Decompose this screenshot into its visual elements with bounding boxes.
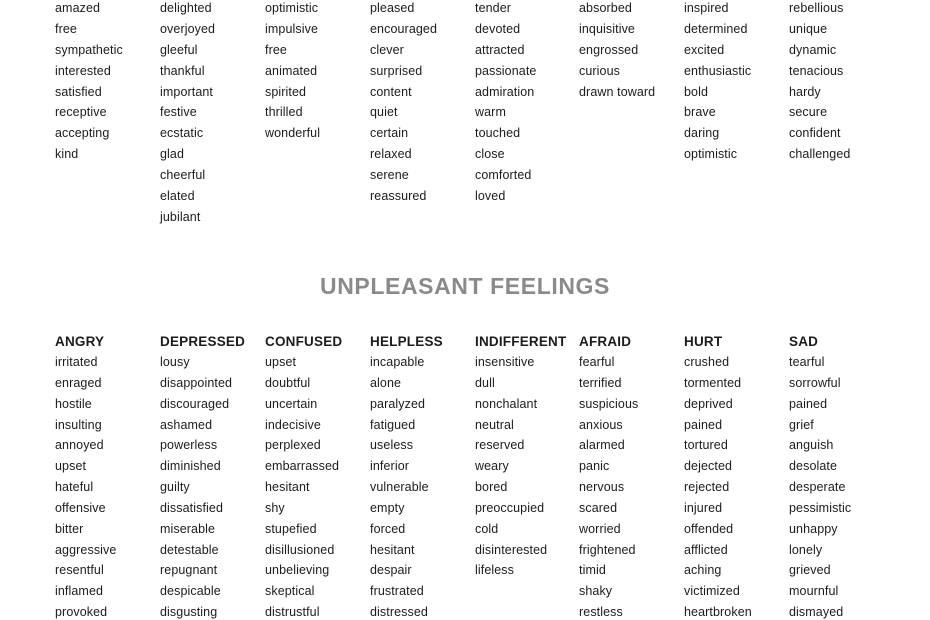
feeling-word: loved [475, 189, 506, 204]
feeling-word: provoked [55, 605, 108, 620]
feeling-word: dissatisfied [160, 500, 224, 515]
feeling-word: brave [684, 105, 716, 120]
feeling-word: touched [475, 126, 521, 141]
feeling-word: aching [684, 563, 722, 578]
feeling-word: offended [684, 521, 734, 536]
feeling-word: alone [370, 375, 402, 390]
feeling-word: comforted [475, 168, 532, 183]
unpleasant-column-depressed [160, 332, 245, 620]
feeling-word: disillusioned [265, 542, 335, 557]
feeling-word: shaky [579, 584, 613, 599]
feeling-word: hesitant [265, 480, 310, 495]
feeling-word: forced [370, 521, 406, 536]
feeling-word: accepting [55, 126, 110, 141]
feeling-word: pained [684, 417, 723, 432]
feeling-word: inspired [684, 1, 729, 15]
feeling-word: lonely [789, 542, 823, 557]
feeling-word: certain [370, 126, 409, 141]
feeling-word: sorrowful [789, 375, 841, 390]
feeling-word: inferior [370, 459, 410, 474]
feeling-word: worried [579, 521, 621, 536]
feeling-word: pessimistic [789, 500, 852, 515]
feeling-word: unhappy [789, 521, 838, 536]
feeling-word: pained [789, 396, 828, 411]
feeling-word: dynamic [789, 42, 837, 57]
feeling-word: clever [370, 42, 404, 57]
feeling-word: upset [55, 459, 87, 474]
feeling-word: lousy [160, 355, 190, 369]
feeling-word: content [370, 84, 412, 99]
feeling-word: powerless [160, 438, 218, 453]
feeling-word: incapable [370, 355, 425, 369]
feeling-word: timid [579, 563, 606, 578]
feeling-word: hostile [55, 396, 92, 411]
feeling-word: alarmed [579, 438, 625, 453]
feeling-word: amazed [55, 1, 101, 15]
unpleasant-column-afraid [579, 332, 638, 620]
feeling-word: suspicious [579, 396, 639, 411]
feeling-word: impulsive [265, 21, 318, 36]
feeling-word: fatigued [370, 417, 416, 432]
feeling-word-list [265, 352, 342, 620]
feeling-word: resentful [55, 563, 104, 578]
feeling-word: reassured [370, 189, 427, 204]
feeling-word: scared [579, 500, 618, 515]
feeling-word: inflamed [55, 584, 104, 599]
feeling-word: pleased [370, 1, 415, 15]
feeling-word: satisfied [55, 84, 102, 99]
feeling-word: relaxed [370, 147, 412, 162]
feeling-word: heartbroken [684, 605, 752, 620]
feeling-word: embarrassed [265, 459, 340, 474]
feeling-word: inquisitive [579, 21, 635, 36]
feeling-word: close [475, 147, 505, 162]
unpleasant-column-hurt [684, 332, 752, 620]
pleasant-column-1 [55, 0, 123, 165]
feeling-word: serene [370, 168, 409, 183]
feeling-word: miserable [160, 521, 216, 536]
pleasant-column-3 [265, 0, 320, 144]
feeling-word: diminished [160, 459, 221, 474]
feeling-word: shy [265, 500, 285, 515]
feeling-word: grief [789, 417, 814, 432]
feeling-word: overjoyed [160, 21, 216, 36]
feeling-word: spirited [265, 84, 307, 99]
feeling-word: insensitive [475, 355, 535, 369]
feeling-word: hesitant [370, 542, 415, 557]
feeling-word: challenged [789, 147, 851, 162]
feeling-word: sympathetic [55, 42, 123, 57]
unpleasant-feelings-heading: UNPLEASANT FEELINGS [320, 273, 610, 299]
feeling-word: bored [475, 480, 508, 495]
feeling-word: rejected [684, 480, 730, 495]
feeling-word: engrossed [579, 42, 639, 57]
feeling-word: lifeless [475, 563, 515, 578]
feeling-word: delighted [160, 1, 212, 15]
feeling-word: preoccupied [475, 500, 545, 515]
feeling-word: tortured [684, 438, 728, 453]
column-heading: DEPRESSED [160, 334, 246, 349]
feeling-word: tender [475, 1, 512, 15]
feeling-word: hardy [789, 84, 821, 99]
feeling-word: admiration [475, 84, 535, 99]
feeling-word: free [55, 21, 77, 36]
feeling-word: insulting [55, 417, 102, 432]
pleasant-column-6 [579, 0, 655, 102]
feeling-word: disgusting [160, 605, 218, 620]
feeling-word: terrified [579, 375, 622, 390]
feeling-word: glad [160, 147, 185, 162]
feeling-word: perplexed [265, 438, 321, 453]
feeling-word: frightened [579, 542, 636, 557]
feeling-word: distrustful [265, 605, 320, 620]
feeling-word: uncertain [265, 396, 318, 411]
feeling-word: cheerful [160, 168, 206, 183]
feeling-word: jubilant [160, 209, 201, 224]
feeling-word: grieved [789, 563, 831, 578]
feeling-word: bold [684, 84, 709, 99]
feeling-word: free [265, 42, 287, 57]
feeling-word: despair [370, 563, 412, 578]
feeling-word: nonchalant [475, 396, 538, 411]
unpleasant-column-angry [55, 332, 116, 620]
feeling-word: important [160, 84, 214, 99]
feeling-word-list [684, 352, 752, 620]
feeling-word: gleeful [160, 42, 198, 57]
column-heading: HURT [684, 334, 723, 349]
feeling-word: disinterested [475, 542, 548, 557]
feeling-word: guilty [160, 480, 190, 495]
feeling-word: despicable [160, 584, 221, 599]
feeling-word: cold [475, 521, 499, 536]
feeling-word: desperate [789, 480, 846, 495]
feeling-word: drawn toward [579, 84, 656, 99]
column-heading: SAD [789, 334, 819, 349]
feeling-word: optimistic [265, 1, 319, 15]
feeling-word: doubtful [265, 375, 311, 390]
feeling-word: enthusiastic [684, 63, 752, 78]
feeling-word: curious [579, 63, 620, 78]
column-heading: CONFUSED [265, 334, 343, 349]
feeling-word: tearful [789, 355, 825, 369]
feeling-word: absorbed [579, 1, 632, 15]
pleasant-column-2 [160, 0, 215, 228]
feeling-word: crushed [684, 355, 730, 369]
feeling-word: encouraged [370, 21, 438, 36]
feeling-word: receptive [55, 105, 107, 120]
feeling-word: quiet [370, 105, 398, 120]
feeling-word: dismayed [789, 605, 844, 620]
feeling-word: panic [579, 459, 610, 474]
feeling-word: ashamed [160, 417, 213, 432]
feeling-word: wonderful [265, 126, 321, 141]
feeling-word-list [579, 352, 638, 620]
feeling-word: desolate [789, 459, 838, 474]
feeling-word: rebellious [789, 1, 844, 15]
feeling-word: tormented [684, 375, 742, 390]
feeling-word: skeptical [265, 584, 315, 599]
feeling-word: injured [684, 500, 723, 515]
feeling-word: tenacious [789, 63, 844, 78]
feeling-word: reserved [475, 438, 525, 453]
feeling-word: anguish [789, 438, 834, 453]
feeling-word: determined [684, 21, 748, 36]
feeling-word: confident [789, 126, 841, 141]
column-heading: ANGRY [55, 334, 105, 349]
unpleasant-column-sad [789, 332, 851, 620]
feeling-word: deprived [684, 396, 733, 411]
pleasant-column-8 [789, 0, 850, 165]
feeling-word: disappointed [160, 375, 233, 390]
feeling-word: unique [789, 21, 828, 36]
feeling-word: anxious [579, 417, 623, 432]
feeling-word: detestable [160, 542, 219, 557]
unpleasant-column-helpless [370, 332, 443, 620]
feeling-word: repugnant [160, 563, 218, 578]
feeling-word: vulnerable [370, 480, 429, 495]
feeling-word: neutral [475, 417, 514, 432]
feeling-word: frustrated [370, 584, 424, 599]
feeling-word: optimistic [684, 147, 738, 162]
feeling-word: indecisive [265, 417, 321, 432]
feeling-word: distressed [370, 605, 428, 620]
feeling-word: aggressive [55, 542, 117, 557]
feeling-word: festive [160, 105, 197, 120]
feeling-word: thrilled [265, 105, 303, 120]
feeling-word: stupefied [265, 521, 317, 536]
feeling-word: restless [579, 605, 623, 620]
feeling-word: unbelieving [265, 563, 330, 578]
feeling-word: bitter [55, 521, 84, 536]
unpleasant-column-indifferent [475, 332, 566, 581]
feeling-word: dejected [684, 459, 733, 474]
feeling-word: nervous [579, 480, 625, 495]
feeling-word: ecstatic [160, 126, 204, 141]
feeling-word: enraged [55, 375, 102, 390]
feeling-word-list [789, 352, 851, 620]
unpleasant-column-confused [265, 332, 342, 620]
feeling-word: dull [475, 375, 495, 390]
feeling-word: excited [684, 42, 725, 57]
feeling-word: kind [55, 147, 79, 162]
feeling-word: surprised [370, 63, 423, 78]
feeling-word: empty [370, 500, 405, 515]
feeling-word: animated [265, 63, 318, 78]
feeling-word-list [370, 352, 443, 620]
feeling-word: interested [55, 63, 111, 78]
feeling-word: annoyed [55, 438, 104, 453]
pleasant-column-4 [370, 0, 437, 207]
feeling-word: irritated [55, 355, 98, 369]
pleasant-column-5 [475, 0, 536, 207]
feeling-word: elated [160, 189, 195, 204]
feeling-word: useless [370, 438, 414, 453]
feeling-word: passionate [475, 63, 537, 78]
pleasant-column-7 [684, 0, 751, 165]
feeling-word: devoted [475, 21, 521, 36]
feeling-word-list [160, 352, 245, 620]
feeling-word: upset [265, 355, 297, 369]
feeling-word: afflicted [684, 542, 728, 557]
feeling-word: hateful [55, 480, 94, 495]
feeling-word: warm [475, 105, 506, 120]
feeling-word: fearful [579, 355, 615, 369]
feeling-word: attracted [475, 42, 525, 57]
feeling-word: mournful [789, 584, 839, 599]
feeling-word: offensive [55, 500, 106, 515]
feeling-word: discouraged [160, 396, 230, 411]
feeling-word: weary [475, 459, 509, 474]
feeling-word-list [55, 352, 116, 620]
column-heading: AFRAID [579, 334, 632, 349]
feeling-word: victimized [684, 584, 740, 599]
feeling-word: daring [684, 126, 720, 141]
column-heading: HELPLESS [370, 334, 443, 349]
feeling-word: thankful [160, 63, 205, 78]
feeling-word: secure [789, 105, 828, 120]
feeling-word-list [475, 352, 566, 581]
column-heading: INDIFFERENT [475, 334, 567, 349]
feeling-word: paralyzed [370, 396, 426, 411]
